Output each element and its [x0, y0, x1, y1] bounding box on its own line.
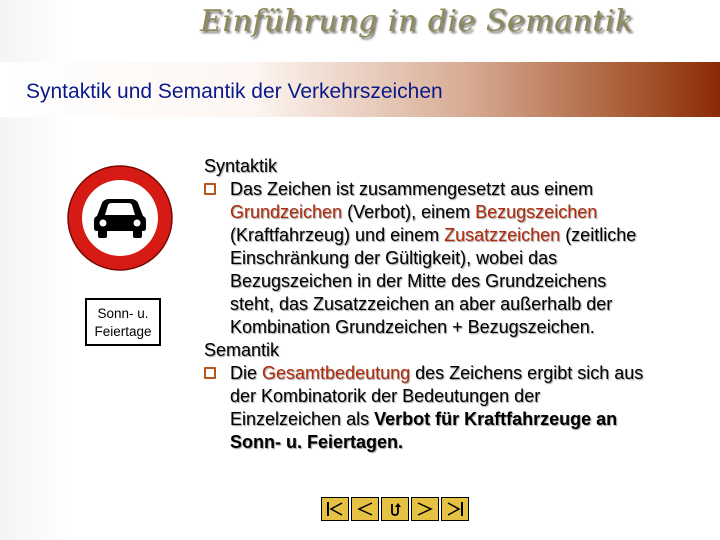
highlight-zusatzzeichen: Zusatzzeichen	[444, 225, 561, 245]
next-icon	[415, 501, 435, 517]
b1-line6: steht, das Zusatzzeichen an aber außerhalb der	[230, 294, 613, 314]
b2-line3	[230, 408, 720, 431]
b2-text1: Die	[230, 363, 263, 383]
last-icon	[445, 501, 465, 517]
zusatz-sign	[85, 298, 161, 346]
prev-slide-button[interactable]	[351, 497, 379, 521]
b2-text2: des Zeichens ergibt sich aus	[410, 363, 644, 383]
b1-line5: Bezugszeichen in der Mitte des Grundzeichens	[230, 271, 607, 291]
first-slide-button[interactable]	[321, 497, 349, 521]
bullet-square-icon	[204, 367, 216, 379]
b1-text4: (zeitliche	[560, 225, 637, 245]
bullet-square-icon	[204, 183, 216, 195]
b1-text2: (Verbot), einem	[342, 202, 476, 222]
highlight-bezugszeichen: Bezugszeichen	[475, 202, 598, 222]
highlight-gesamtbedeutung: Gesamtbedeutung	[262, 363, 411, 383]
first-icon	[325, 501, 345, 517]
last-slide-button[interactable]	[441, 497, 469, 521]
b2-text3: Einzelzeichen als	[230, 409, 375, 429]
semantik-bullet	[204, 362, 720, 454]
b1-text3: (Kraftfahrzeug) und einem	[230, 225, 445, 245]
b2-bold2: Sonn- u. Feiertagen.	[230, 432, 404, 452]
b1-text1: Das Zeichen ist zusammengesetzt aus einem	[230, 179, 594, 199]
semantik-heading: Semantik	[204, 340, 280, 360]
b1-line2	[230, 201, 720, 224]
b1-line7: Kombination Grundzeichen + Bezugszeichen.	[230, 317, 595, 337]
return-button[interactable]	[381, 497, 409, 521]
zusatz-line2: Feiertage	[94, 324, 152, 339]
b1-line3	[230, 224, 720, 247]
b2-line1	[230, 362, 720, 385]
b2-bold1: Verbot für Kraftfahrzeuge an	[374, 409, 618, 429]
b1-line4: Einschränkung der Gültigkeit), wobei das	[230, 248, 558, 268]
traffic-sign-icon	[64, 162, 176, 274]
next-slide-button[interactable]	[411, 497, 439, 521]
syntaktik-heading: Syntaktik	[204, 156, 278, 176]
b1-line1	[230, 178, 720, 201]
syntaktik-bullet	[204, 178, 720, 339]
highlight-grundzeichen: Grundzeichen	[230, 202, 343, 222]
return-icon	[385, 501, 405, 517]
nav-bar	[321, 497, 469, 521]
header-title: Einführung in die Semantik	[200, 4, 634, 39]
b2-line2: der Kombinatorik der Bedeutungen der	[230, 386, 541, 406]
slide-title: Syntaktik und Semantik der Verkehrszeichen	[26, 80, 443, 103]
zusatz-line1: Sonn- u.	[97, 306, 149, 321]
b2-line4	[230, 431, 720, 454]
content	[204, 155, 720, 454]
prev-icon	[355, 501, 375, 517]
